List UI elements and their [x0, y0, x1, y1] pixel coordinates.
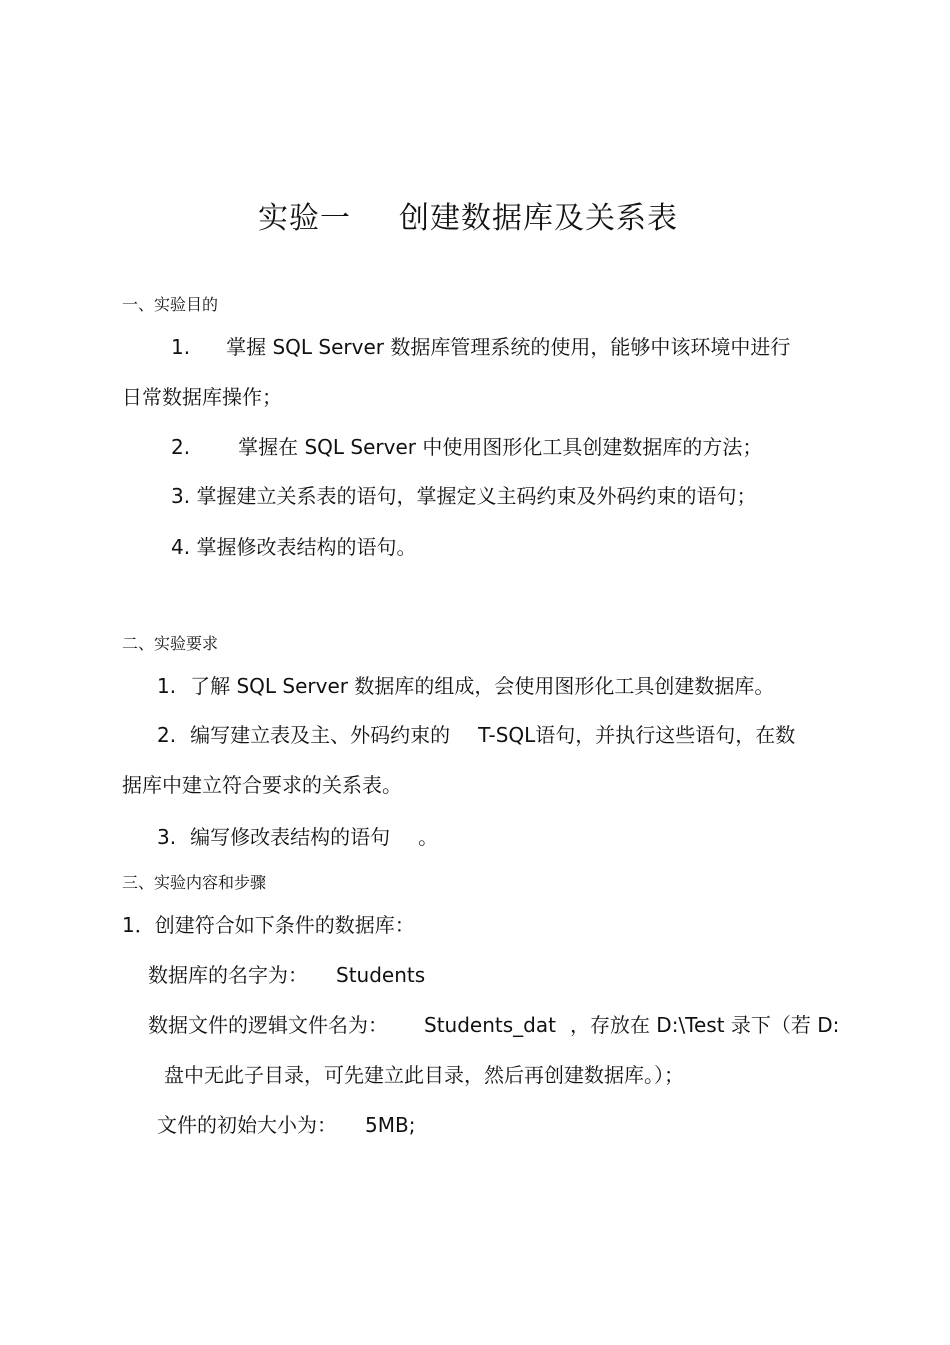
section1-item3: 3. 掌握建立关系表的语句，掌握定义主码约束及外码约束的语句；: [171, 484, 757, 508]
section1-item4: 4. 掌握修改表结构的语句。: [171, 535, 417, 559]
section3-step1: 1．创建符合如下条件的数据库：: [122, 913, 415, 937]
section1-item2: [171, 437, 762, 457]
section2-item1-text: 了解 SQL Server 数据库的组成，会使用图形化工具创建数据库。: [190, 674, 775, 698]
section1-item1-line2: 日常数据库操作；: [122, 385, 282, 409]
logical-name-line2: 盘中无此子目录，可先建立此目录，然后再创建数据库。）；: [164, 1063, 684, 1087]
section2-item2-num: 2.: [157, 723, 177, 747]
db-name-label: 数据库的名字为：: [148, 963, 308, 987]
logical-name-rest: ，存放在 D:\Test 录下（若 D:: [569, 1013, 840, 1037]
section2-item3-end: 。: [418, 825, 439, 849]
section2-item2-part2: T-SQL语句，并执行这些语句，在数: [478, 723, 796, 747]
section1-item1-num: 1.: [171, 335, 191, 359]
initial-size-label: 文件的初始大小为：: [157, 1113, 337, 1137]
db-name-value: Students: [336, 963, 426, 987]
section2-item1-num: 1.: [157, 674, 177, 698]
initial-size-value: 5MB;: [365, 1113, 416, 1137]
section3-heading: 三、实验内容和步骤: [122, 873, 267, 892]
section1-item2-text: 掌握在 SQL Server 中使用图形化工具创建数据库的方法；: [238, 435, 763, 459]
section1-item2-num: 2.: [171, 435, 191, 459]
section1-item1-line1: [171, 337, 790, 357]
logical-name-line: [148, 1015, 839, 1035]
initial-size-line: [157, 1115, 415, 1135]
section2-item1: [157, 676, 774, 696]
db-name-line: [148, 965, 425, 985]
section2-item2-part1: 编写建立表及主、外码约束的: [190, 723, 451, 747]
document-title: [258, 201, 678, 236]
section2-item3: [157, 827, 438, 847]
section2-item2-line1: [157, 725, 795, 745]
logical-name-label: 数据文件的逻辑文件名为：: [148, 1013, 388, 1037]
section2-item2-line2: 据库中建立符合要求的关系表。: [122, 773, 402, 797]
logical-name-value: Students_dat: [424, 1013, 556, 1037]
section2-heading: 二、实验要求: [122, 634, 219, 653]
section2-item3-text: 编写修改表结构的语句: [190, 825, 391, 849]
section1-heading: 一、实验目的: [122, 295, 219, 314]
section1-item1-text: 掌握 SQL Server 数据库管理系统的使用，能够中该环境中进行: [226, 335, 791, 359]
section2-item3-num: 3.: [157, 825, 177, 849]
title-part1: 实验一: [258, 201, 351, 236]
title-part2: 创建数据库及关系表: [399, 201, 678, 236]
